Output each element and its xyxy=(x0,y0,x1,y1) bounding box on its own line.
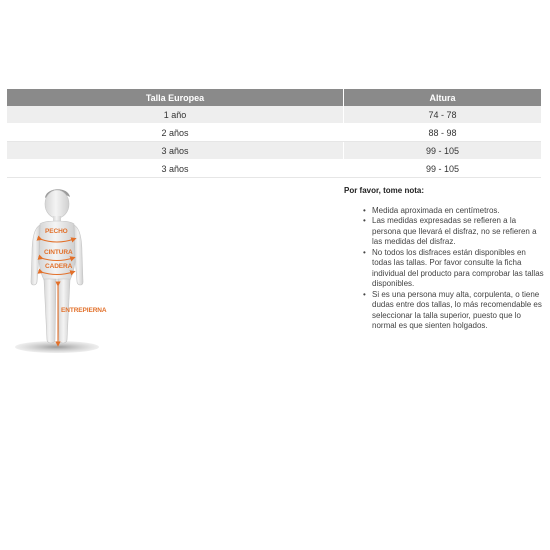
child-silhouette-icon xyxy=(12,184,112,356)
height-cell: 88 - 98 xyxy=(344,124,542,142)
list-item: • Medida aproximada en centímetros. xyxy=(372,206,544,217)
list-item: • No todos los disfraces están disponibles en todas las tallas. Por favor consulte la ficha individual del producto para comprobar las tallas disponibles. xyxy=(372,248,544,290)
table-row xyxy=(7,106,541,124)
measurement-figure xyxy=(12,184,112,356)
header-height: Altura xyxy=(344,89,542,106)
list-item: • Las medidas expresadas se refieren a la persona que llevará el disfraz, no se refieren a las medidas del disfraz. xyxy=(372,216,544,248)
list-item: • Si es una persona muy alta, corpulenta, o tiene dudas entre dos tallas, lo más recomendable es seleccionar la talla superior, puesto que lo normal es que sienten holgados. xyxy=(372,290,544,332)
size-cell: 3 años xyxy=(7,160,344,178)
waist-label: CINTURA xyxy=(44,249,73,256)
table-row xyxy=(7,124,541,142)
note-list xyxy=(344,206,544,332)
chest-label: PECHO xyxy=(45,228,68,235)
size-cell: 1 año xyxy=(7,106,344,124)
hip-label: CADERA xyxy=(45,263,73,270)
table-row xyxy=(7,142,541,160)
header-european-size: Talla Europea xyxy=(7,89,344,106)
inseam-label: ENTREPIERNA xyxy=(61,307,107,314)
size-cell: 3 años xyxy=(7,142,344,160)
height-cell: 99 - 105 xyxy=(344,142,542,160)
height-cell: 99 - 105 xyxy=(344,160,542,178)
table-row xyxy=(7,160,541,178)
note-title: Por favor, tome nota: xyxy=(344,186,425,195)
size-cell: 2 años xyxy=(7,124,344,142)
size-table xyxy=(7,89,541,178)
size-table-header-row xyxy=(7,89,541,106)
height-cell: 74 - 78 xyxy=(344,106,542,124)
note-section xyxy=(344,186,544,332)
